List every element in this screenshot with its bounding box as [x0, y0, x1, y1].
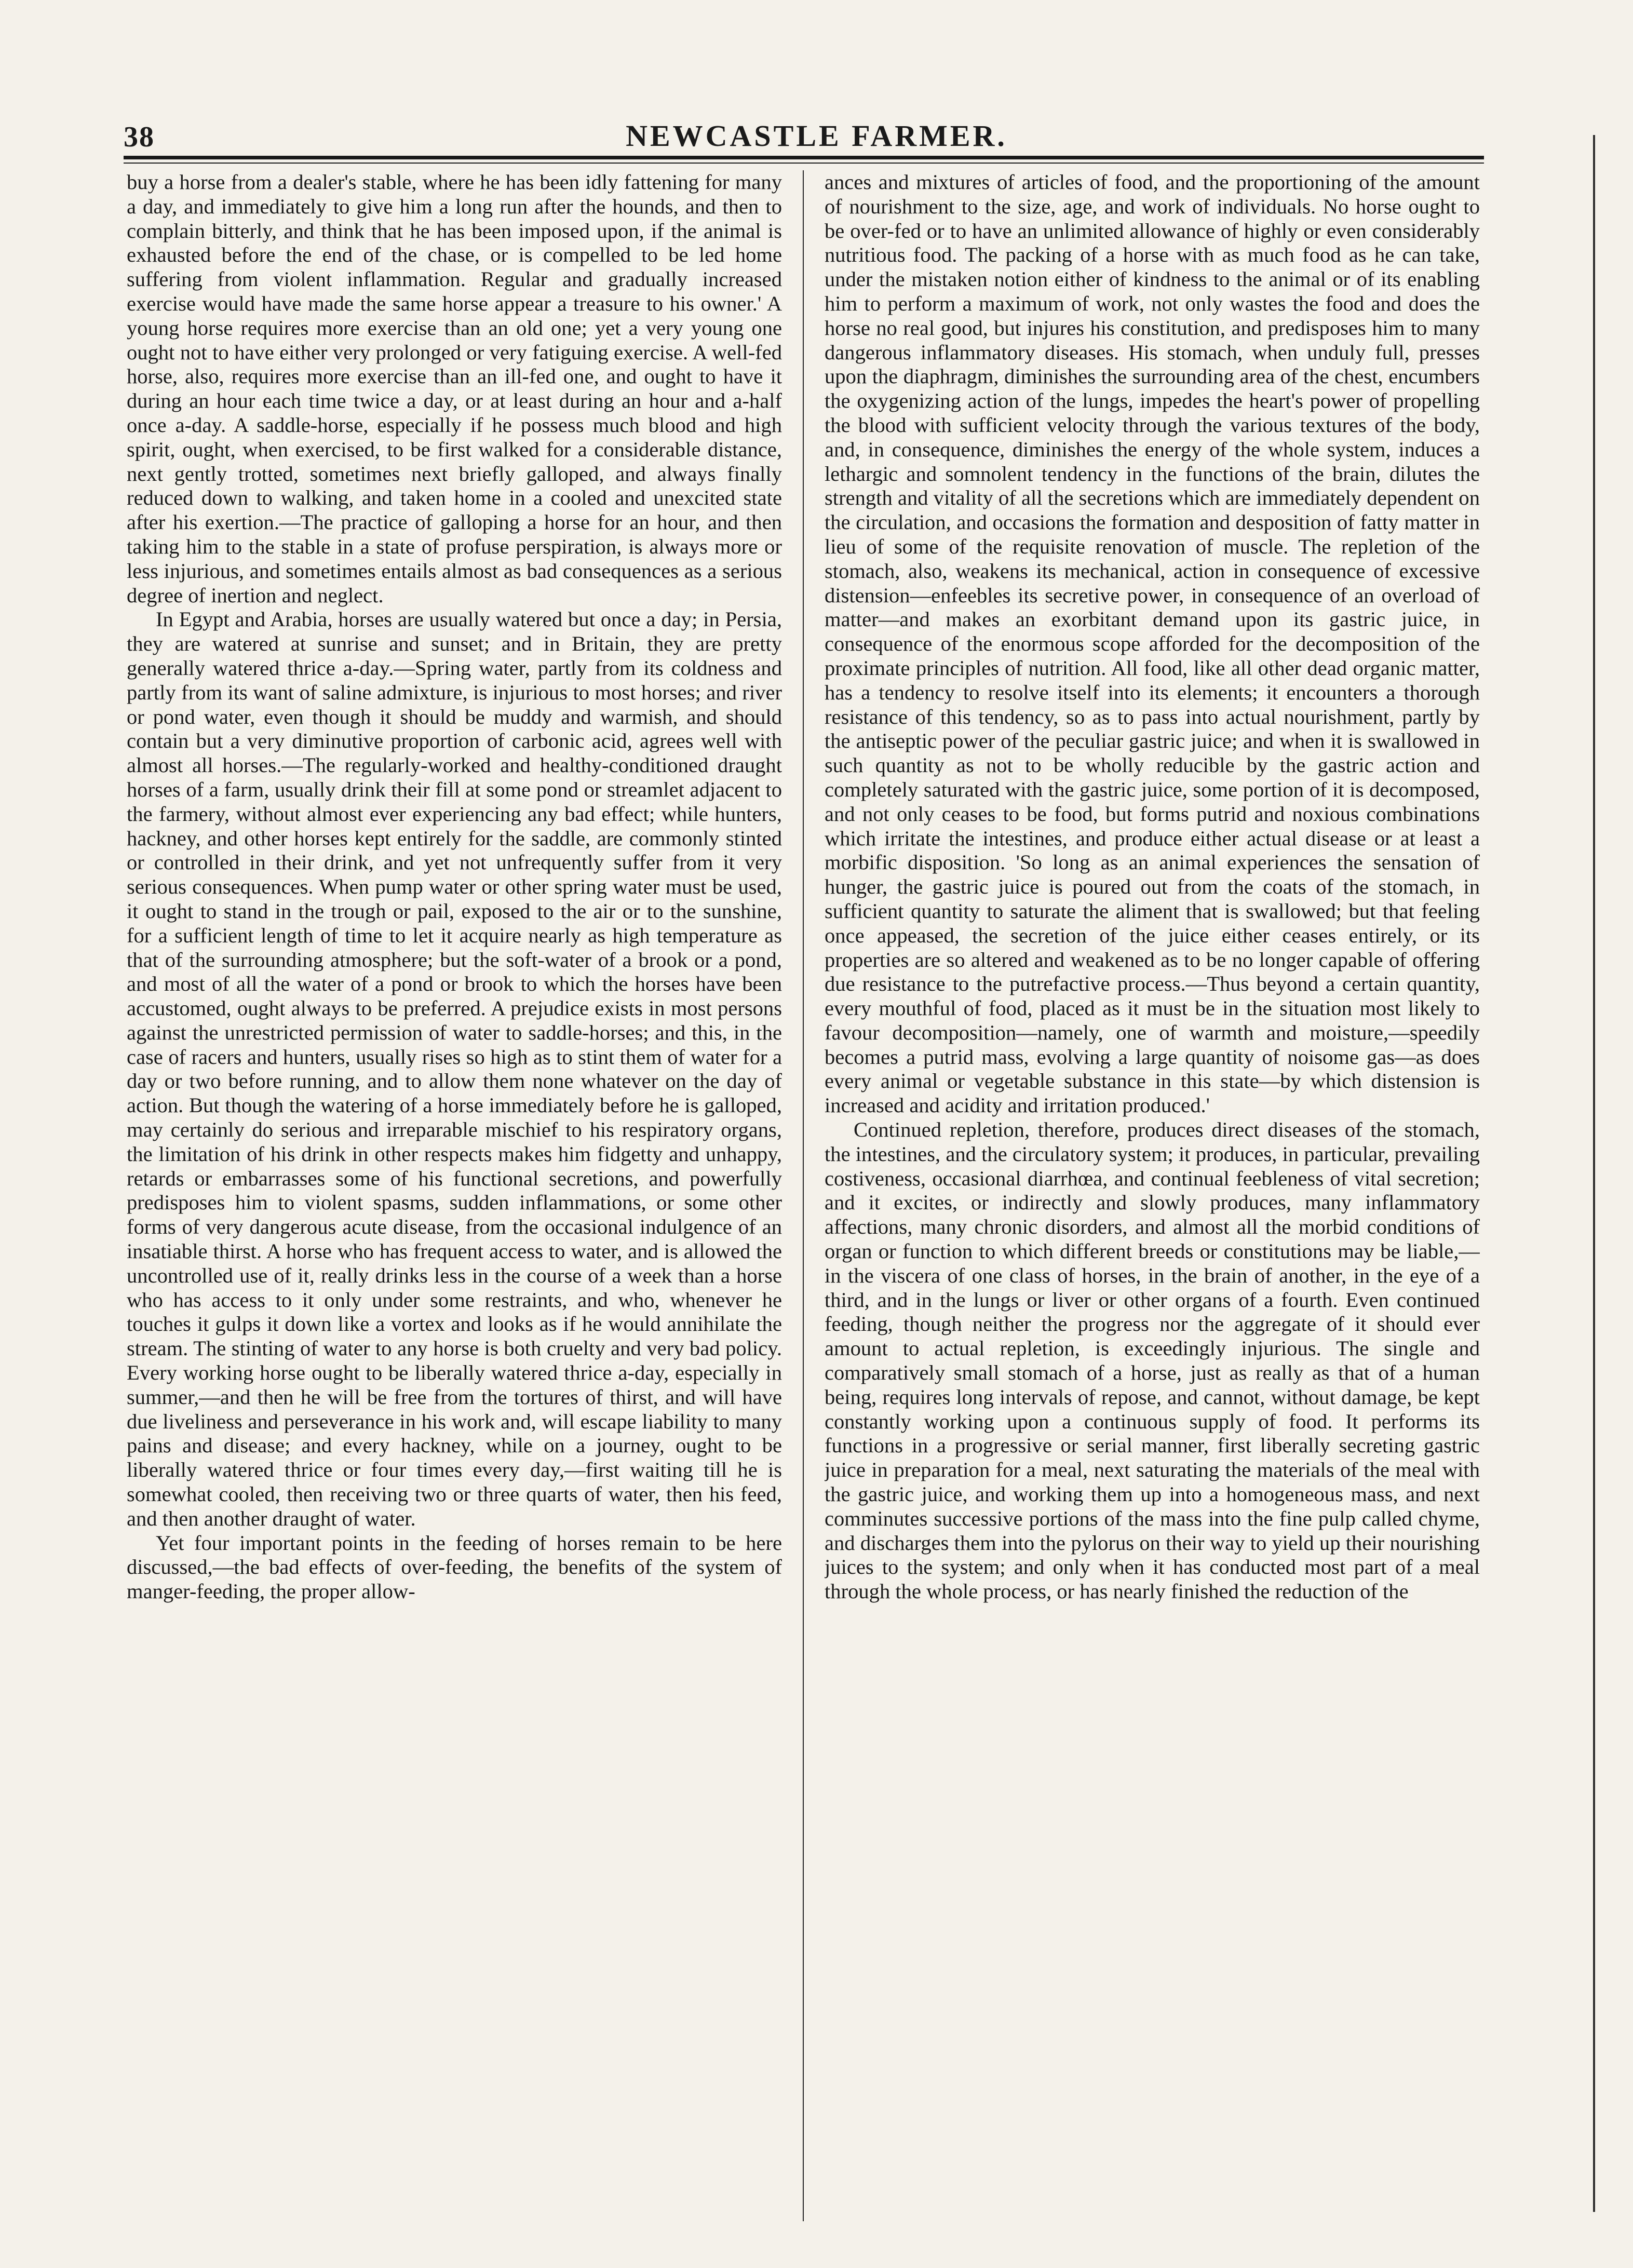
header-rule-thin — [124, 163, 1484, 164]
paragraph: Continued repletion, therefore, produces direct diseases of the stomach, the intestines, and the circulatory system; it produces, in particular, prevailing costiveness, occasional diarrhœa, and continual feebleness of vital secretion; and it excites, or indirectly and slowly produces, many inflammatory affections, many chronic disorders, and almost all the morbid conditions of organ or function to which different breeds or constitutions may be liable,—in the viscera of one class of horses, in the brain of another, in the eye of a third, and in the lungs or liver or other organs of a fourth. Even continued feeding, though neither the progress nor the aggregate of it should ever amount to actual repletion, is exceedingly injurious. The single and comparatively small stomach of a horse, just as really as that of a human being, requires long intervals of repose, and cannot, without damage, be kept constantly working upon a continuous supply of food. It performs its functions in a progressive or serial manner, first liberally secreting gastric juice in preparation for a meal, next saturating the materials of the meal with the gastric juice, and working them up into a homogeneous mass, and next comminutes successive portions of the mass into the fine pulp called chyme, and discharges them into the pylorus on their way to yield up their nourishing juices to the system; and only when it has conducted most part of a meal through the whole process, or has nearly finished the reduction of the — [825, 1118, 1480, 1603]
paragraph: Yet four important points in the feeding of horses remain to be here discussed,—the bad effects of over-feeding, the benefits of the system of manger-feeding, the proper allow- — [127, 1531, 782, 1603]
right-column — [825, 170, 1480, 2221]
page-edge-line — [1593, 135, 1595, 2212]
paragraph: buy a horse from a dealer's stable, where he has been idly fattening for many a day, and immediately to give him a long run after the hounds, and then to complain bitterly, and think that he has been imposed upon, if the animal is exhausted before the end of the chase, or is compelled to be led home suffering from violent inflammation. Regular and gradually increased exercise would have made the same horse appear a treasure to his owner.' A young horse requires more exercise than an old one; yet a very young one ought not to have either very prolonged or very fatiguing exercise. A well-fed horse, also, requires more exercise than an ill-fed one, and ought to have it during an hour each time twice a day, or at least during an hour and a-half once a-day. A saddle-horse, especially if he possess much blood and high spirit, ought, when exercised, to be first walked for a considerable distance, next gently trotted, sometimes next briefly galloped, and always finally reduced down to walking, and taken home in a cooled and unexcited state after his exertion.—The practice of galloping a horse for an hour, and then taking him to the stable in a state of profuse perspiration, is always more or less injurious, and sometimes entails almost as bad consequences as a serious degree of inertion and neglect. — [127, 170, 782, 607]
running-title: NEWCASTLE FARMER. — [626, 119, 1007, 153]
left-column — [127, 170, 782, 2221]
page-number: 38 — [124, 121, 155, 153]
paragraph: ances and mixtures of articles of food, and the proportioning of the amount of nourishment to the size, age, and work of individuals. No horse ought to be over-fed or to have an unlimited allowance of highly or even considerably nutritious food. The packing of a horse with as much food as he can take, under the mistaken notion either of kindness to the animal or of its enabling him to perform a maximum of work, not only wastes the food and does the horse no real good, but injures his constitution, and predisposes him to many dangerous inflammatory diseases. His stomach, when unduly full, presses upon the diaphragm, diminishes the surrounding area of the chest, encumbers the oxygenizing action of the lungs, impedes the heart's power of propelling the blood with sufficient velocity through the various textures of the body, and, in consequence, diminishes the energy of the whole system, induces a lethargic and somnolent tendency in the functions of the brain, dilutes the strength and vitality of all the secretions which are immediately dependent on the circulation, and occasions the formation and desposition of fatty matter in lieu of some of the requisite renovation of muscle. The repletion of the stomach, also, weakens its mechanical, action in consequence of excessive distension—enfeebles its secretive power, in consequence of an overload of matter—and makes an exorbitant demand upon its gastric juice, in consequence of the enormous scope afforded for the decomposition of the proximate principles of nutrition. All food, like all other dead organic matter, has a tendency to resolve itself into its elements; it encounters a thorough resistance of this tendency, so as to pass into actual nourishment, partly by the antiseptic power of the peculiar gastric juice; and when it is swallowed in such quantity as not to be wholly reducible by the gastric action and completely saturated with the gastric juice, some portion of it is decomposed, and not only ceases to be food, but forms putrid and noxious combinations which irritate the intestines, and produce either actual disease or at least a morbific disposition. 'So long as an animal experiences the sensation of hunger, the gastric juice is poured out from the coats of the stomach, in sufficient quantity to saturate the aliment that is swallowed; but that feeling once appeased, the secretion of the juice either ceases entirely, or its properties are so altered and weakened as to be no longer capable of offering due resistance to the putrefactive process.—Thus beyond a certain quantity, every mouthful of food, placed as it must be in the situation most likely to favour decomposition—namely, one of warmth and moisture,—speedily becomes a putrid mass, evolving a large quantity of noisome gas—as does every animal or vegetable substance in this state—by which distension is increased and acidity and irritation produced.' — [825, 170, 1480, 1117]
header-rule-thick — [124, 156, 1484, 159]
paragraph: In Egypt and Arabia, horses are usually watered but once a day; in Persia, they are watered at sunrise and sunset; and in Britain, they are pretty generally watered thrice a-day.—Spring water, partly from its coldness and partly from its want of saline admixture, is injurious to most horses; and river or pond water, even though it should be muddy and warmish, and should contain but a very diminutive proportion of carbonic acid, agrees well with almost all horses.—The regularly-worked and healthy-conditioned draught horses of a farm, usually drink their fill at some pond or streamlet adjacent to the farmery, without almost ever experiencing any bad effect; while hunters, hackney, and other horses kept entirely for the saddle, are commonly stinted or controlled in their drink, and yet not unfrequently suffer from it very serious consequences. When pump water or other spring water must be used, it ought to stand in the trough or pail, exposed to the air or to the sunshine, for a sufficient length of time to let it acquire nearly as high temperature as that of the surrounding atmosphere; but the soft-water of a brook or a pond, and most of all the water of a pond or brook to which the horses have been accustomed, ought always to be preferred. A prejudice exists in most persons against the unrestricted permission of water to saddle-horses; and this, in the case of racers and hunters, usually rises so high as to stint them of water for a day or two before running, and to allow them none whatever on the day of action. But though the watering of a horse immediately before he is galloped, may certainly do serious and irreparable mischief to his respiratory organs, the limitation of his drink in other respects makes him fidgetty and unhappy, retards or embarrasses some of his functional secretions, and powerfully predisposes him to violent spasms, sudden inflammations, or some other forms of very dangerous acute disease, from the occasional indulgence of an insatiable thirst. A horse who has frequent access to water, and is allowed the uncontrolled use of it, really drinks less in the course of a week than a horse who has access to it only under some restraints, and who, whenever he touches it gulps it down like a vortex and looks as if he would annihilate the stream. The stinting of water to any horse is both cruelty and very bad policy. Every working horse ought to be liberally watered thrice a-day, especially in summer,—and then he will be free from the tortures of thirst, and will have due liveliness and perseverance in his work and, will escape liability to many pains and disease; and every hackney, while on a journey, ought to be liberally watered thrice or four times every day,—first waiting till he is somewhat cooled, then receiving two or three quarts of water, then his feed, and then another draught of water. — [127, 608, 782, 1530]
column-divider — [803, 170, 804, 2221]
